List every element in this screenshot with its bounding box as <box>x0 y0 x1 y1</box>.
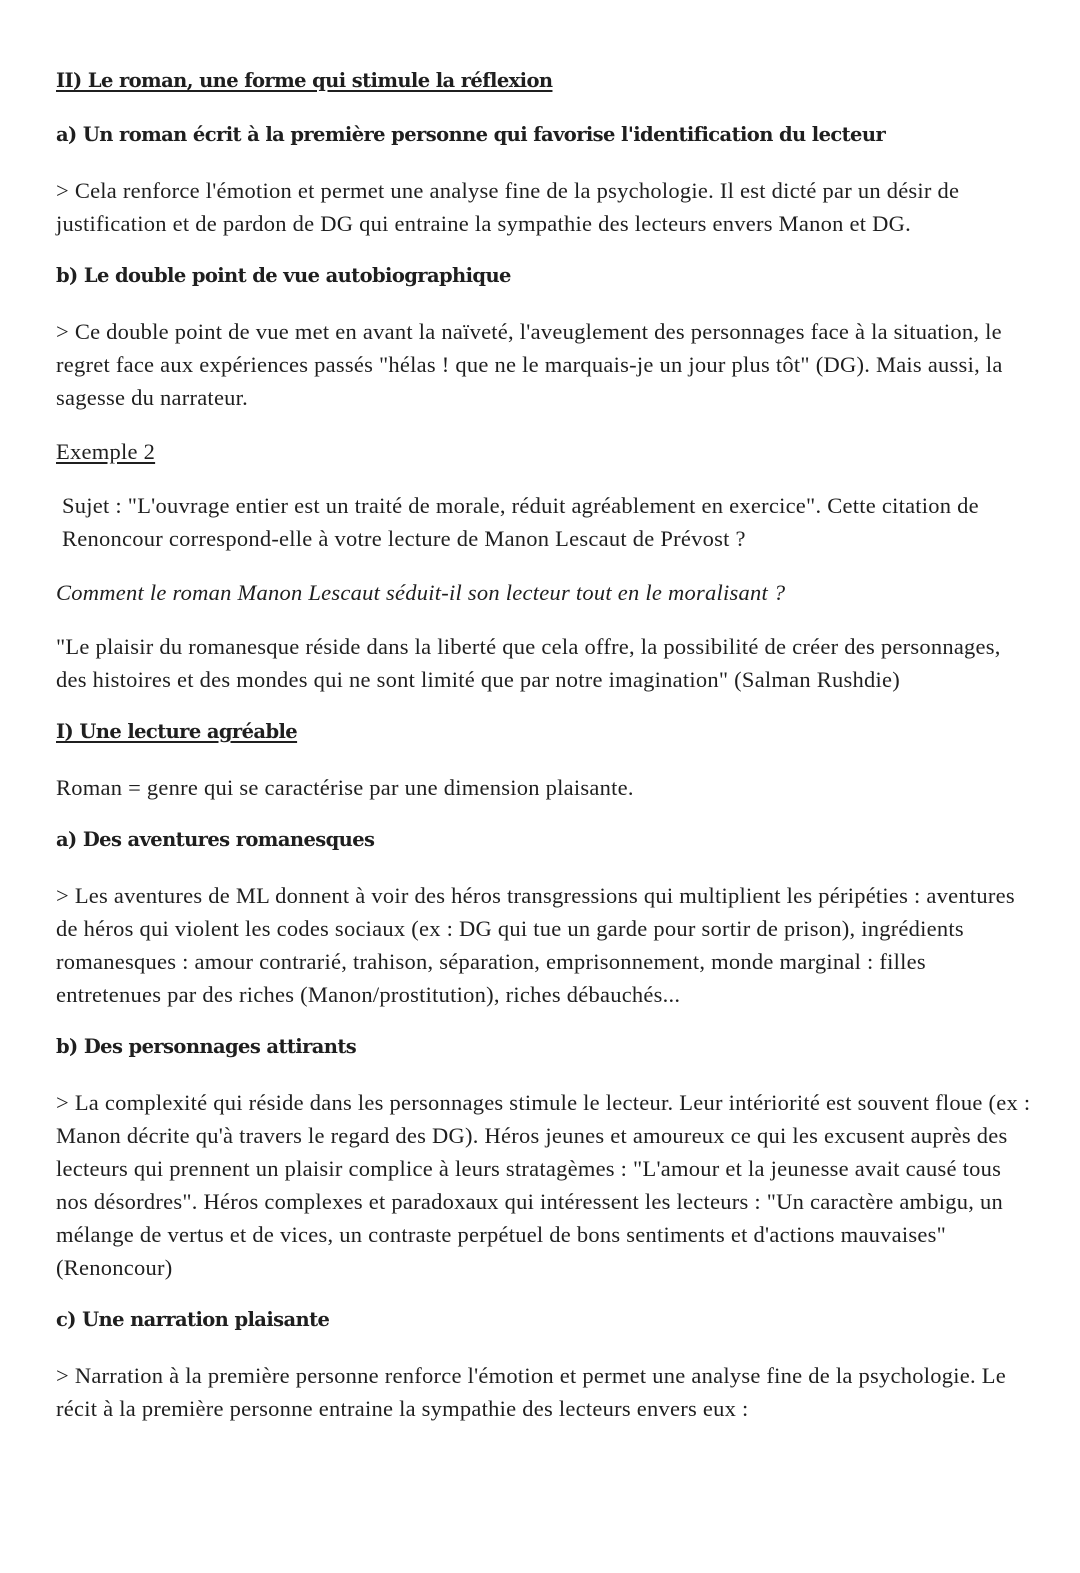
paragraph-personnages: > La complexité qui réside dans les personnages stimule le lecteur. Leur intériorité est souvent floue (ex : Manon décrite qu'à travers le regard des DG). Héros jeunes et amoureux ce qui les excusent auprès des lecteurs qui prennent un plaisir complice à leurs stratagèmes : "L'amour et la jeunesse avait causé tous nos désordres". Héros complexes et paradoxaux qui intéressent les lecteurs : "Un caractère ambigu, un mélange de vertus et de vices, un contraste perpétuel de bons sentiments et d'actions mauvaises" (Renoncour) <box>56 1090 1031 1280</box>
paragraph-aventures: > Les aventures de ML donnent à voir des héros transgressions qui multiplient les péripéties : aventures de héros qui violent les codes sociaux (ex : DG qui tue un garde pour sortir de prison), ingrédients romanesques : amour contrarié, trahison, séparation, emprisonnement, monde marginal : filles entretenues par des riches (Manon/prostitution), riches débauchés... <box>56 883 1015 1007</box>
subheading-a-first-person: a) Un roman écrit à la première personne qui favorise l'identification du lecteur <box>56 123 886 146</box>
subject-paragraph: Sujet : "L'ouvrage entier est un traité de morale, réduit agréablement en exercice". Cette citation de Renoncour correspond-elle à votre lecture de Manon Lescaut de Prévost ? <box>62 493 979 551</box>
example-label: Exemple 2 <box>56 439 156 464</box>
section-heading-2: II) Le roman, une forme qui stimule la réflexion <box>56 69 553 92</box>
paragraph-roman-genre: Roman = genre qui se caractérise par une dimension plaisante. <box>56 775 634 800</box>
paragraph-narration: > Narration à la première personne renforce l'émotion et permet une analyse fine de la psychologie. Le récit à la première personne entraine la sympathie des lecteurs envers eux : <box>56 1363 1006 1421</box>
paragraph-first-person: > Cela renforce l'émotion et permet une analyse fine de la psychologie. Il est dicté par un désir de justification et de pardon de DG qui entraine la sympathie des lecteurs envers Manon et DG. <box>56 178 960 236</box>
rushdie-quote: "Le plaisir du romanesque réside dans la liberté que cela offre, la possibilité de créer des personnages, des histoires et des mondes qui ne sont limité que par notre imagination" (Salman Rushdie) <box>56 634 1001 692</box>
subheading-c-narration: c) Une narration plaisante <box>56 1308 330 1331</box>
paragraph-double-point: > Ce double point de vue met en avant la naïveté, l'aveuglement des personnages face à la situation, le regret face aux expériences passés "hélas ! que ne le marquais-je un jour plus tôt" (DG). Mais aussi, la sagesse du narrateur. <box>56 319 1003 410</box>
subheading-b-double-point: b) Le double point de vue autobiographique <box>56 264 511 287</box>
subheading-a-aventures: a) Des aventures romanesques <box>56 828 375 851</box>
problematic-question: Comment le roman Manon Lescaut séduit-il son lecteur tout en le moralisant ? <box>56 580 786 605</box>
subheading-b-personnages: b) Des personnages attirants <box>56 1035 357 1058</box>
document-page <box>56 66 1031 1446</box>
section-heading-1: I) Une lecture agréable <box>56 720 298 743</box>
